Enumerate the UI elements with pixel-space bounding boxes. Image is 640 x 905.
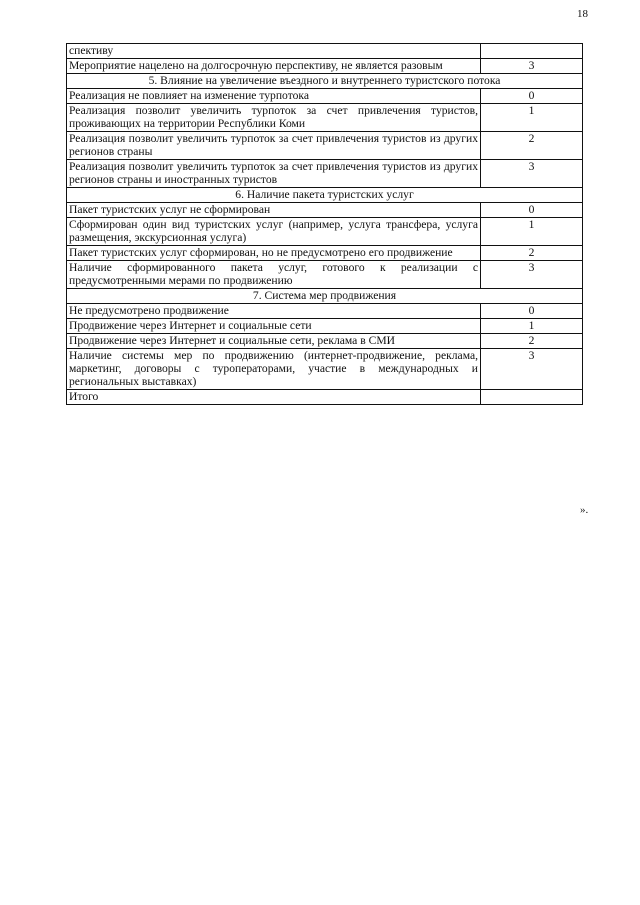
section-header-row (67, 74, 583, 89)
criterion-row (67, 104, 583, 132)
closing-quote-mark: ». (580, 504, 589, 516)
criterion-text: спективу (67, 44, 481, 59)
criterion-row (67, 334, 583, 349)
criterion-score: 3 (481, 261, 583, 289)
criterion-score: 0 (481, 89, 583, 104)
criterion-score: 3 (481, 349, 583, 390)
criterion-row (67, 44, 583, 59)
criterion-row (67, 218, 583, 246)
criterion-row (67, 132, 583, 160)
criterion-score (481, 390, 583, 405)
criterion-row (67, 246, 583, 261)
criterion-text: Итого (67, 390, 481, 405)
criterion-text: Реализация не повлияет на изменение турпотока (67, 89, 481, 104)
criterion-score: 2 (481, 132, 583, 160)
criterion-text: Не предусмотрено продвижение (67, 304, 481, 319)
criterion-text: Реализация позволит увеличить турпоток за счет привлечения туристов, проживающих на территории Республики Коми (67, 104, 481, 132)
criterion-score: 1 (481, 319, 583, 334)
criteria-table-body (67, 44, 583, 405)
section-title: 7. Система мер продвижения (67, 289, 583, 304)
criterion-row (67, 304, 583, 319)
criteria-table (66, 43, 583, 405)
criterion-row (67, 319, 583, 334)
criterion-score: 2 (481, 246, 583, 261)
criterion-text: Наличие системы мер по продвижению (интернет-продвижение, реклама, маркетинг, договоры с туроператорами, участие в международных и региональных выставках) (67, 349, 481, 390)
criterion-text: Пакет туристских услуг не сформирован (67, 203, 481, 218)
criterion-text: Продвижение через Интернет и социальные сети, реклама в СМИ (67, 334, 481, 349)
criterion-score: 3 (481, 160, 583, 188)
criterion-row (67, 89, 583, 104)
criterion-text: Реализация позволит увеличить турпоток за счет привлечения туристов из других регионов страны (67, 132, 481, 160)
criterion-text: Пакет туристских услуг сформирован, но не предусмотрено его продвижение (67, 246, 481, 261)
criterion-row (67, 59, 583, 74)
criterion-score: 0 (481, 203, 583, 218)
section-title: 5. Влияние на увеличение въездного и внутреннего туристского потока (67, 74, 583, 89)
criterion-score (481, 44, 583, 59)
criterion-score: 2 (481, 334, 583, 349)
criterion-row (67, 390, 583, 405)
page-number: 18 (577, 8, 588, 20)
criterion-text: Наличие сформированного пакета услуг, готового к реализации с предусмотренными мерами по продвижению (67, 261, 481, 289)
criterion-row (67, 349, 583, 390)
section-title: 6. Наличие пакета туристских услуг (67, 188, 583, 203)
criterion-row (67, 261, 583, 289)
section-header-row (67, 188, 583, 203)
criterion-row (67, 160, 583, 188)
criterion-text: Мероприятие нацелено на долгосрочную перспективу, не является разовым (67, 59, 481, 74)
criterion-text: Продвижение через Интернет и социальные сети (67, 319, 481, 334)
criterion-row (67, 203, 583, 218)
criterion-score: 1 (481, 218, 583, 246)
criterion-score: 1 (481, 104, 583, 132)
criterion-score: 0 (481, 304, 583, 319)
criterion-score: 3 (481, 59, 583, 74)
criterion-text: Реализация позволит увеличить турпоток за счет привлечения туристов из других регионов страны и иностранных туристов (67, 160, 481, 188)
criterion-text: Сформирован один вид туристских услуг (например, услуга трансфера, услуга размещения, экскурсионная услуга) (67, 218, 481, 246)
section-header-row (67, 289, 583, 304)
